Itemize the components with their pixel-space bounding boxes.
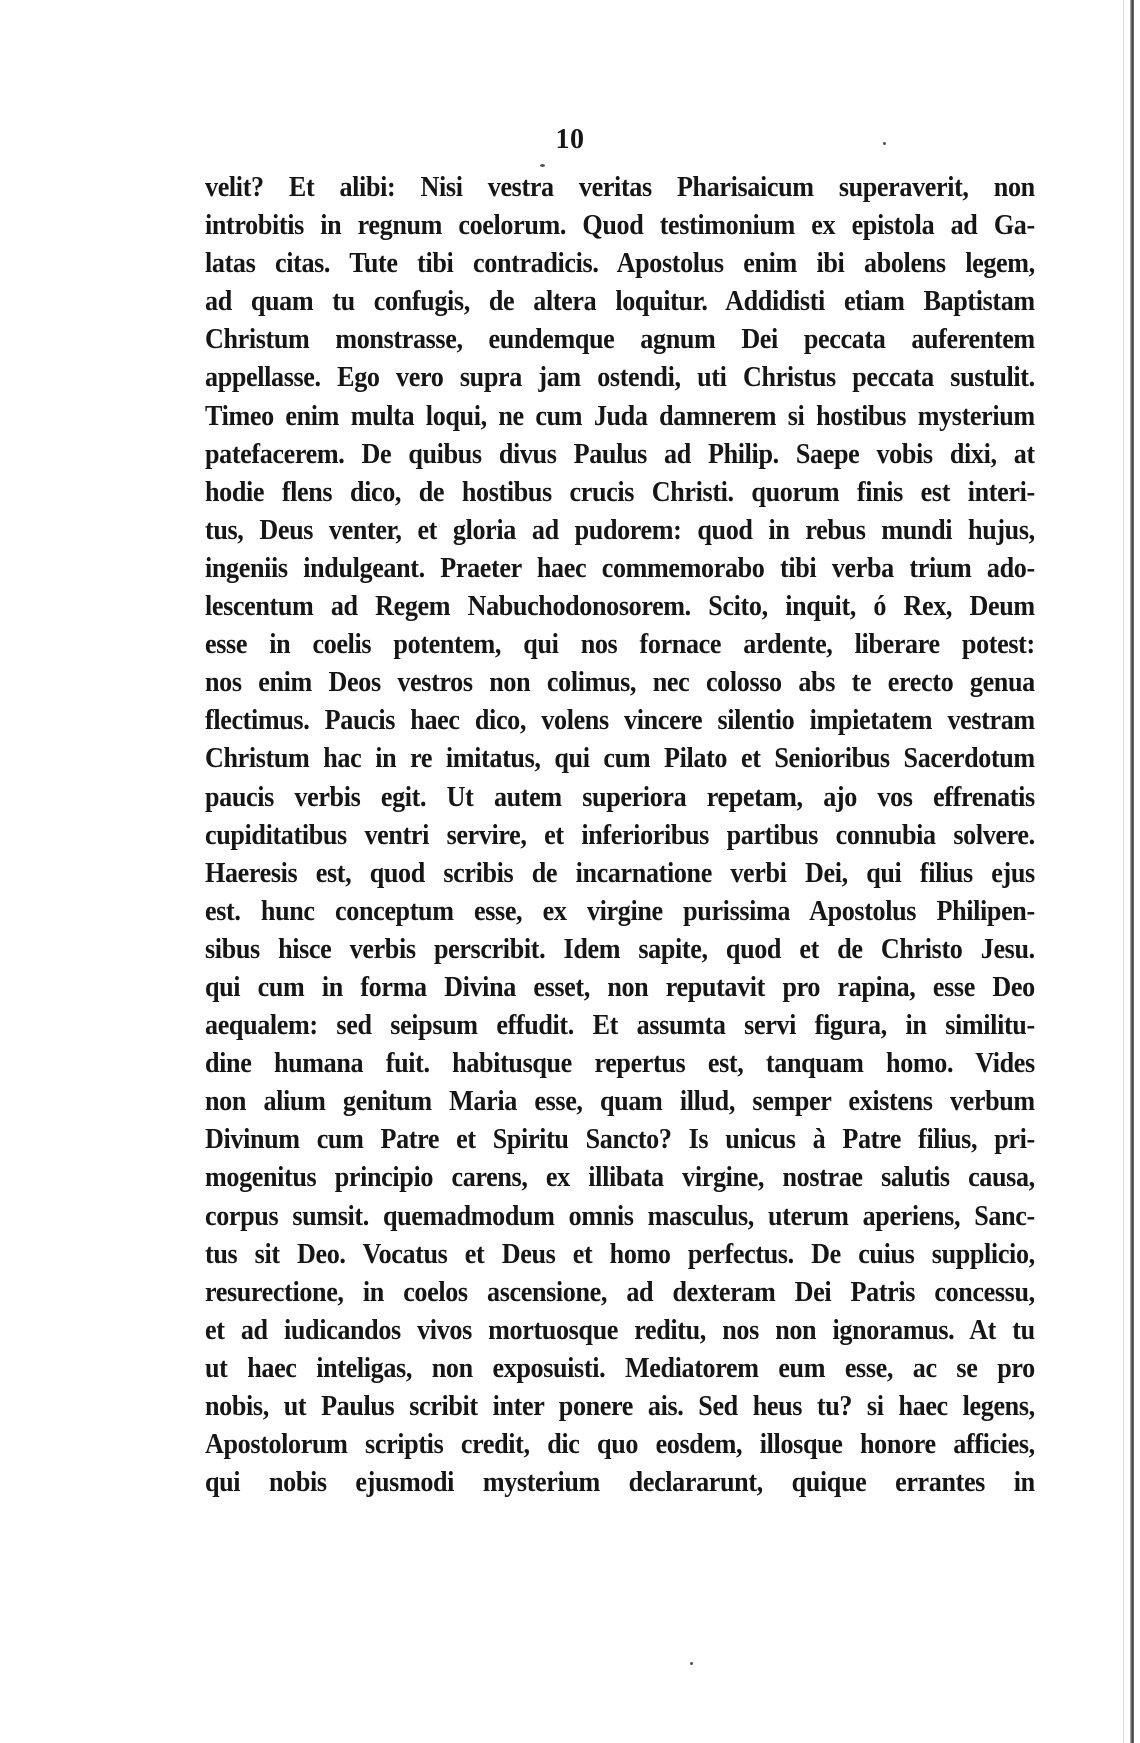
text-line: tus, Deus venter, et gloria ad pudorem: quod in rebus mundi hujus, [205,513,1035,546]
page-number: 10 [555,124,585,155]
text-line: resurectione, in coelos ascensione, ad dexteram Dei Patris concessu, [205,1275,1035,1308]
text-line: Haeresis est, quod scribis de incarnatione verbi Dei, qui filius ejus [205,856,1035,889]
text-line: Divinum cum Patre et Spiritu Sancto? Is unicus à Patre filius, pri- [205,1123,1035,1156]
text-line: aequalem: sed seipsum effudit. Et assumta servi figura, in similitu- [205,1009,1035,1042]
text-line: dine humana fuit. habitusque repertus est, tanquam homo. Vides [205,1047,1035,1080]
text-line: sibus hisce verbis perscribit. Idem sapite, quod et de Christo Jesu. [205,932,1035,965]
scan-speck [690,1662,693,1665]
text-line: Apostolorum scriptis credit, dic quo eosdem, illosque honore afficies, [205,1428,1035,1461]
text-line: esse in coelis potentem, qui nos fornace ardente, liberare potest: [205,628,1035,661]
text-line: introbitis in regnum coelorum. Quod testimonium ex epistola ad Ga- [205,209,1035,242]
text-line: nos enim Deos vestros non colimus, nec colosso abs te erecto genua [205,666,1035,699]
text-line: Christum hac in re imitatus, qui cum Pilato et Senioribus Sacerdotum [205,742,1035,775]
text-line: non alium genitum Maria esse, quam illud, semper existens verbum [205,1085,1035,1118]
body-text [205,168,1035,1501]
scan-speck [883,142,886,145]
text-line: Timeo enim multa loqui, ne cum Juda damnerem si hostibus mysterium [205,399,1035,432]
text-line: Christum monstrasse, eundemque agnum Dei peccata auferentem [205,323,1035,356]
text-line: qui cum in forma Divina esset, non reputavit pro rapina, esse Deo [205,970,1035,1003]
text-line: paucis verbis egit. Ut autem superiora repetam, ajo vos effrenatis [205,780,1035,813]
text-line: corpus sumsit. quemadmodum omnis masculus, uterum aperiens, Sanc- [205,1199,1035,1232]
text-line: velit? Et alibi: Nisi vestra veritas Pharisaicum superaverit, non [205,171,1035,203]
text-line: ad quam tu confugis, de altera loquitur. Addidisti etiam Baptistam [205,285,1035,318]
text-line: ingeniis indulgeant. Praeter haec commemorabo tibi verba trium ado- [205,551,1035,584]
text-line: cupiditatibus ventri servire, et inferioribus partibus connubia solvere. [205,818,1035,851]
text-line: nobis, ut Paulus scribit inter ponere ais. Sed heus tu? si haec legens, [205,1390,1035,1422]
text-line: appellasse. Ego vero supra jam ostendi, uti Christus peccata sustulit. [205,361,1035,394]
scan-speck [540,164,545,167]
text-line: est. hunc conceptum esse, ex virgine purissima Apostolus Philipen- [205,894,1035,927]
text-line: ut haec inteligas, non exposuisti. Mediatorem eum esse, ac se pro [205,1351,1035,1384]
page-edge-shadow [1123,0,1124,1743]
text-line: patefacerem. De quibus divus Paulus ad Philip. Saepe vobis dixi, at [205,437,1035,470]
text-line: tus sit Deo. Vocatus et Deus et homo perfectus. De cuius supplicio, [205,1237,1035,1270]
text-line: et ad iudicandos vivos mortuosque reditu, nos non ignoramus. At tu [205,1313,1035,1346]
text-line: mogenitus principio carens, ex illibata virgine, nostrae salutis causa, [205,1161,1035,1194]
page-edge-binding [1130,0,1134,1743]
text-line: lescentum ad Regem Nabuchodonosorem. Scito, inquit, ó Rex, Deum [205,590,1035,623]
text-line: flectimus. Paucis haec dico, volens vincere silentio impietatem vestram [205,704,1035,737]
text-line: latas citas. Tute tibi contradicis. Apostolus enim ibi abolens legem, [205,247,1035,280]
text-line: qui nobis ejusmodi mysterium declararunt, quique errantes in [205,1466,1035,1499]
text-line: hodie flens dico, de hostibus crucis Christi. quorum finis est interi- [205,475,1035,508]
